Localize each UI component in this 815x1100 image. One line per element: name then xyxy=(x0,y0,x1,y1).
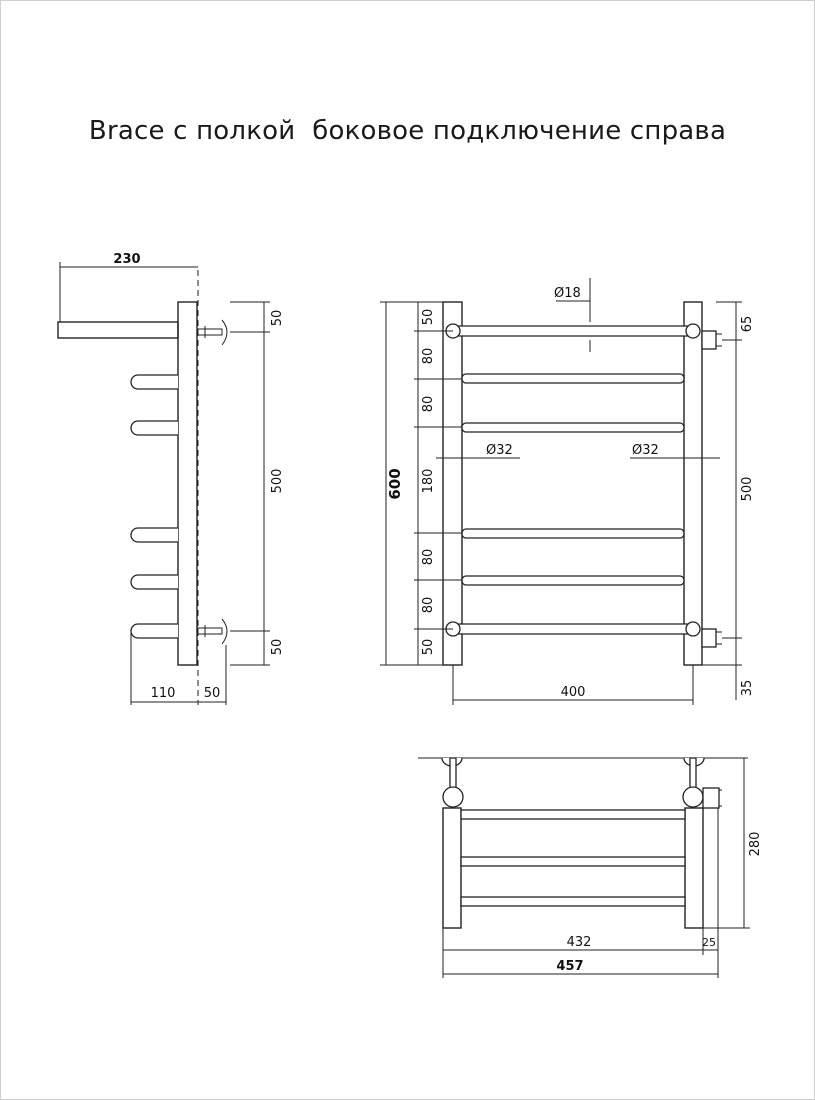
dim-top-457: 457 xyxy=(556,959,584,974)
drawing-title: Brace с полкой боковое подключение справа xyxy=(88,116,727,146)
dim-side-50-bottom: 50 xyxy=(270,638,285,656)
fitting-top xyxy=(198,320,227,345)
spacing-7: 50 xyxy=(421,638,436,656)
pipe-dia-32-left: Ø32 xyxy=(486,443,513,458)
dim-top-280: 280 xyxy=(748,831,763,857)
pipe-dia-18: Ø18 xyxy=(554,286,581,301)
shelf-side xyxy=(58,322,178,338)
side-view xyxy=(58,252,285,705)
top-post-left xyxy=(443,808,461,928)
spacing-5: 80 xyxy=(421,548,436,566)
dim-side-500: 500 xyxy=(270,468,285,494)
dim-side-50: 50 xyxy=(203,686,221,701)
dim-side-50-top: 50 xyxy=(270,309,285,327)
spacing-1: 50 xyxy=(421,308,436,326)
dim-front-500: 500 xyxy=(740,476,755,502)
side-bars xyxy=(131,375,178,638)
post-right xyxy=(684,302,702,665)
dim-top-432: 432 xyxy=(566,935,592,950)
fitting-bottom xyxy=(198,619,227,644)
pipe-dia-32-right: Ø32 xyxy=(632,443,659,458)
dim-side-110: 110 xyxy=(150,686,176,701)
post-left xyxy=(443,302,462,665)
front-view xyxy=(380,278,755,705)
spacing-3: 80 xyxy=(421,395,436,413)
dim-front-65: 65 xyxy=(740,315,755,333)
spacing-6: 80 xyxy=(421,596,436,614)
connector-top xyxy=(702,331,722,349)
post-side xyxy=(178,302,197,665)
dim-top-25: 25 xyxy=(702,936,716,949)
dim-front-400: 400 xyxy=(560,685,586,700)
top-post-right xyxy=(685,808,703,928)
top-view xyxy=(418,758,763,978)
dim-230: 230 xyxy=(113,252,141,267)
dim-front-35: 35 xyxy=(740,679,755,697)
spacing-4: 180 xyxy=(421,468,436,494)
connector-bottom xyxy=(702,629,722,647)
dim-front-600: 600 xyxy=(386,468,404,500)
spacing-2: 80 xyxy=(421,347,436,365)
front-bars xyxy=(453,326,693,634)
